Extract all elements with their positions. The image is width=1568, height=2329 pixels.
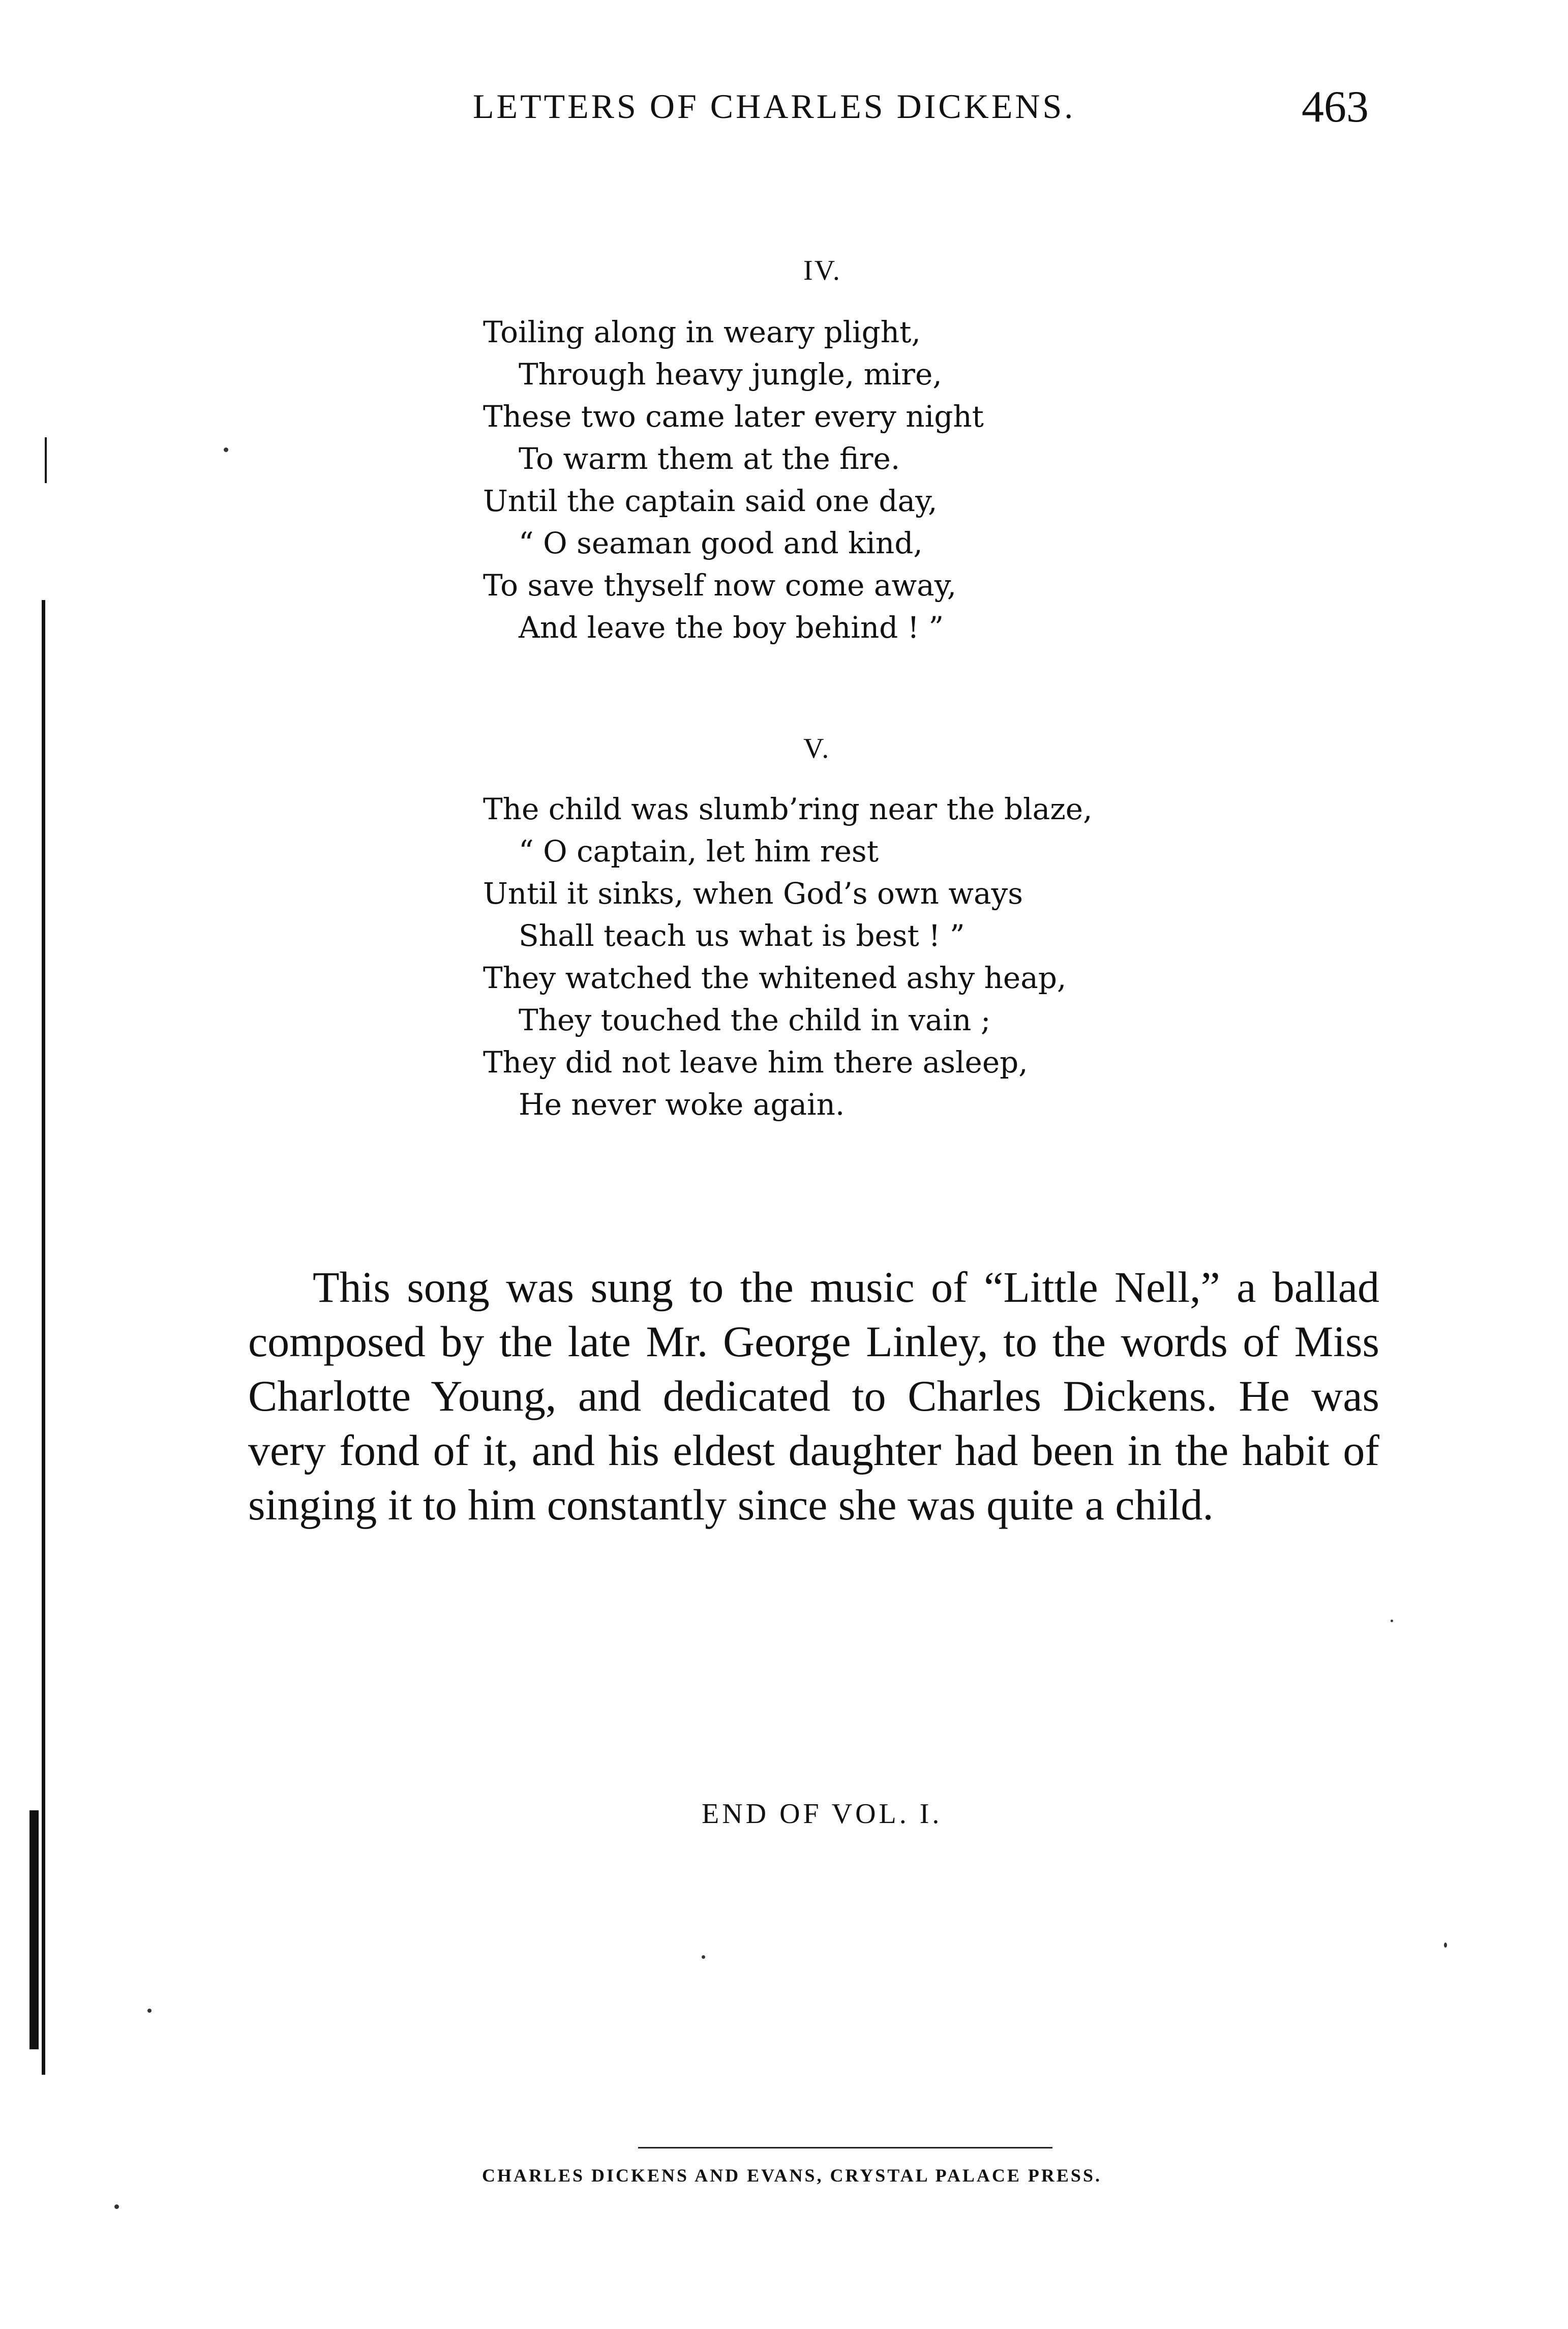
- stanza-v: [483, 788, 1093, 1126]
- verse-line: They did not leave him there asleep,: [483, 1045, 1028, 1080]
- binding-edge-thick: [29, 1810, 39, 2049]
- stanza-iv: [483, 311, 984, 649]
- page-number: 463: [1302, 82, 1369, 132]
- verse-line: The child was slumb’ring near the blaze,: [483, 792, 1093, 826]
- stanza-numeral-iv: IV.: [803, 255, 841, 286]
- verse-line: They watched the whitened ashy heap,: [483, 961, 1067, 995]
- scan-speck: [702, 1955, 705, 1959]
- imprint-rule: [638, 2147, 1052, 2148]
- scan-speck: [224, 447, 228, 452]
- verse-line: Until the captain said one day,: [483, 484, 938, 518]
- stanza-numeral-v: V.: [803, 733, 831, 764]
- binding-edge-line: [42, 600, 45, 2075]
- verse-line: They touched the child in vain ;: [519, 1003, 991, 1037]
- scan-speck: [114, 2204, 119, 2209]
- verse-line: “ O captain, let him rest: [519, 834, 879, 869]
- scan-speck: [147, 2009, 152, 2013]
- verse-line: Until it sinks, when God’s own ways: [483, 876, 1023, 911]
- printer-imprint: CHARLES DICKENS AND EVANS, CRYSTAL PALACE PRESS.: [482, 2165, 1102, 2186]
- end-of-volume-note: END OF VOL. I.: [702, 1798, 943, 1830]
- binding-edge-tick: [45, 437, 47, 483]
- scan-speck: [1391, 1620, 1393, 1622]
- verse-line: To warm them at the fire.: [519, 441, 900, 476]
- verse-line: Toiling along in weary plight,: [483, 315, 921, 349]
- verse-line: “ O seaman good and kind,: [519, 526, 923, 560]
- scan-speck: [1444, 1943, 1447, 1948]
- verse-line: Shall teach us what is best ! ”: [519, 918, 965, 953]
- verse-line: These two came later every night: [483, 399, 984, 434]
- running-head-title: LETTERS OF CHARLES DICKENS.: [473, 87, 1076, 126]
- verse-line: And leave the boy behind ! ”: [519, 610, 944, 645]
- verse-line: He never woke again.: [519, 1087, 845, 1122]
- body-paragraph: This song was sung to the music of “Little Nell,” a ballad composed by the late Mr. George Linley, to the words of Miss Charlotte Young, and dedicated to Charles Dickens. He was very fond of it, and his eldest daughter had been in the habit of singing it to him constantly since she was quite a child.: [248, 1263, 1379, 1529]
- verse-line: To save thyself now come away,: [483, 568, 957, 603]
- verse-line: Through heavy jungle, mire,: [519, 357, 942, 392]
